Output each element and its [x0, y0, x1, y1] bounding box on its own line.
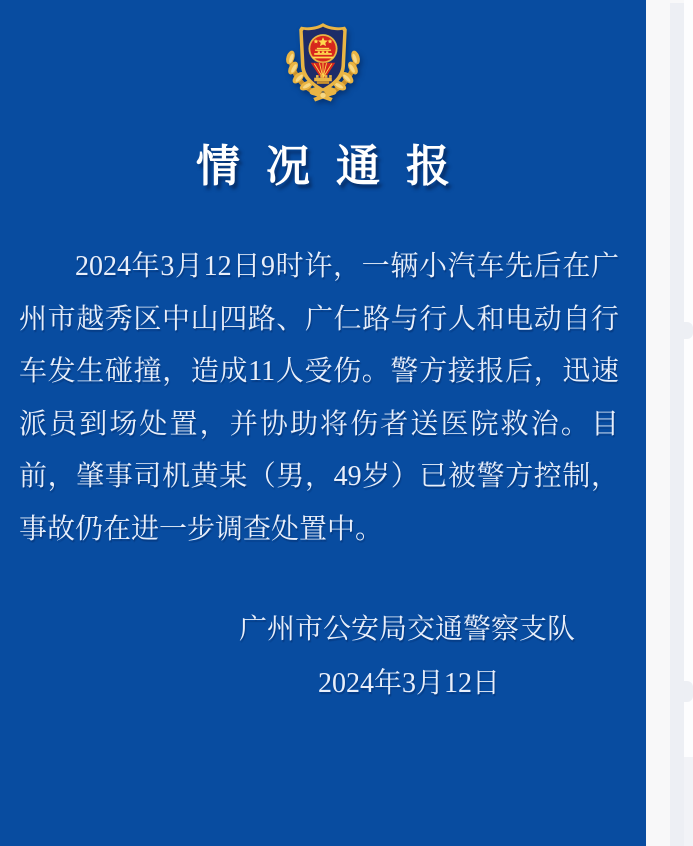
- badge-national-emblem: [308, 34, 337, 63]
- rail-card-gap-2: [670, 681, 693, 702]
- adjacent-card-edge: [684, 0, 693, 846]
- body-line-4: 派员到场处置，并协助将伤者送医院救治。目: [19, 408, 619, 440]
- body-line-6: 事故仍在进一步调查处置中。: [19, 513, 384, 545]
- body-line-2: 州市越秀区中山四路、广仁路与行人和电动自行: [19, 303, 619, 335]
- rail-bottom-card-tint: [684, 757, 693, 846]
- notice-title: 情况通报: [196, 142, 476, 191]
- body-line-1: 2024年3月12日9时许，一辆小汽车先后在广: [75, 251, 619, 282]
- police-badge-icon: [0, 16, 646, 106]
- body-line-5: 前，肇事司机黄某（男，49岁）已被警方控制，: [19, 461, 619, 492]
- notice-body: [19, 241, 619, 556]
- notice-date: 2024年3月12日: [317, 668, 500, 699]
- page-background-gutter: [646, 0, 693, 846]
- body-line-3: 车发生碰撞，造成11人受伤。警方接报后，迅速: [19, 356, 619, 387]
- issuing-agency-signature: 广州市公安局交通警察支队: [238, 614, 575, 645]
- rail-divider-strip: [670, 3, 684, 846]
- rail-card-gap-1: [670, 322, 693, 339]
